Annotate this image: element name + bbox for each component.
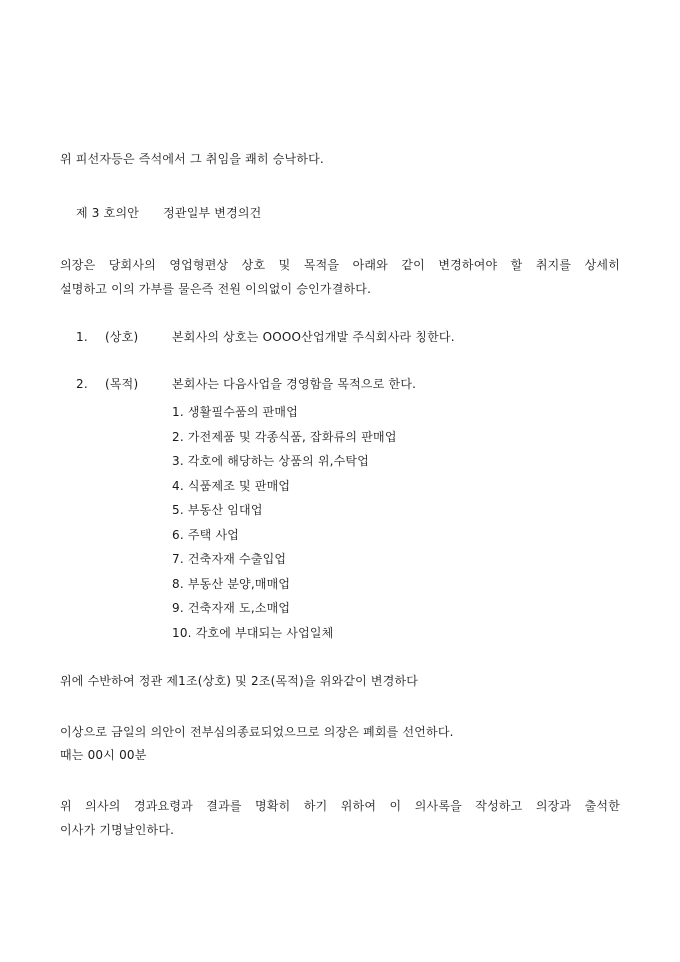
item-label: (상호) (105, 330, 139, 344)
amendment-statement: 위에 수반하여 정관 제1조(상호) 및 2조(목적)을 위와같이 변경하다 (60, 674, 419, 688)
purpose-item: 2. 가전제품 및 각종식품, 잡화류의 판매업 (172, 429, 397, 444)
closing-statement: 이상으로 금일의 의안이 전부심의종료되었으므로 의장은 폐회를 선언하다. (60, 725, 454, 739)
minutes-line-2: 이사가 기명날인하다. (60, 823, 175, 837)
purpose-item: 8. 부동산 분양,매매업 (172, 576, 291, 591)
chair-paragraph-line-2: 설명하고 이의 가부를 물은즉 전원 이의없이 승인가결하다. (60, 282, 372, 296)
item-number: 2. (76, 377, 88, 391)
purpose-item: 1. 생활필수품의 판매업 (172, 405, 299, 419)
item-number: 1. (76, 330, 88, 344)
minutes-line-1: 위 의사의 경과요령과 결과를 명확히 하기 위하여 이 의사록을 작성하고 의장과 출석한 (60, 799, 620, 813)
purpose-item: 7. 건축자재 수출입업 (172, 552, 287, 566)
purpose-item: 6. 주택 사업 (172, 527, 240, 542)
purpose-item: 10. 각호에 부대되는 사업일체 (172, 625, 334, 640)
acceptance-statement: 위 피선자등은 즉석에서 그 취임을 쾌히 승낙하다. (60, 152, 324, 166)
purpose-item: 3. 각호에 해당하는 상품의 위,수탁업 (172, 454, 370, 468)
purpose-item: 5. 부동산 임대업 (172, 503, 263, 517)
purpose-item: 9. 건축자재 도,소매업 (172, 601, 291, 615)
purpose-item: 4. 식품제조 및 판매업 (172, 478, 291, 493)
item-label: (목적) (105, 377, 139, 391)
agenda-heading: 제 3 호의안 정관일부 변경의건 (76, 206, 262, 220)
item-text: 본회사는 다음사업을 경영함을 목적으로 한다. (172, 377, 417, 391)
chair-paragraph-line-1: 의장은 당회사의 영업형편상 상호 및 목적을 아래와 같이 변경하여야 할 취지를 상세히 (60, 258, 620, 272)
item-text: 본회사의 상호는 OOOO산업개발 주식회사라 칭한다. (172, 330, 455, 344)
purpose-list (172, 400, 397, 645)
closing-time: 때는 00시 00분 (60, 748, 147, 762)
